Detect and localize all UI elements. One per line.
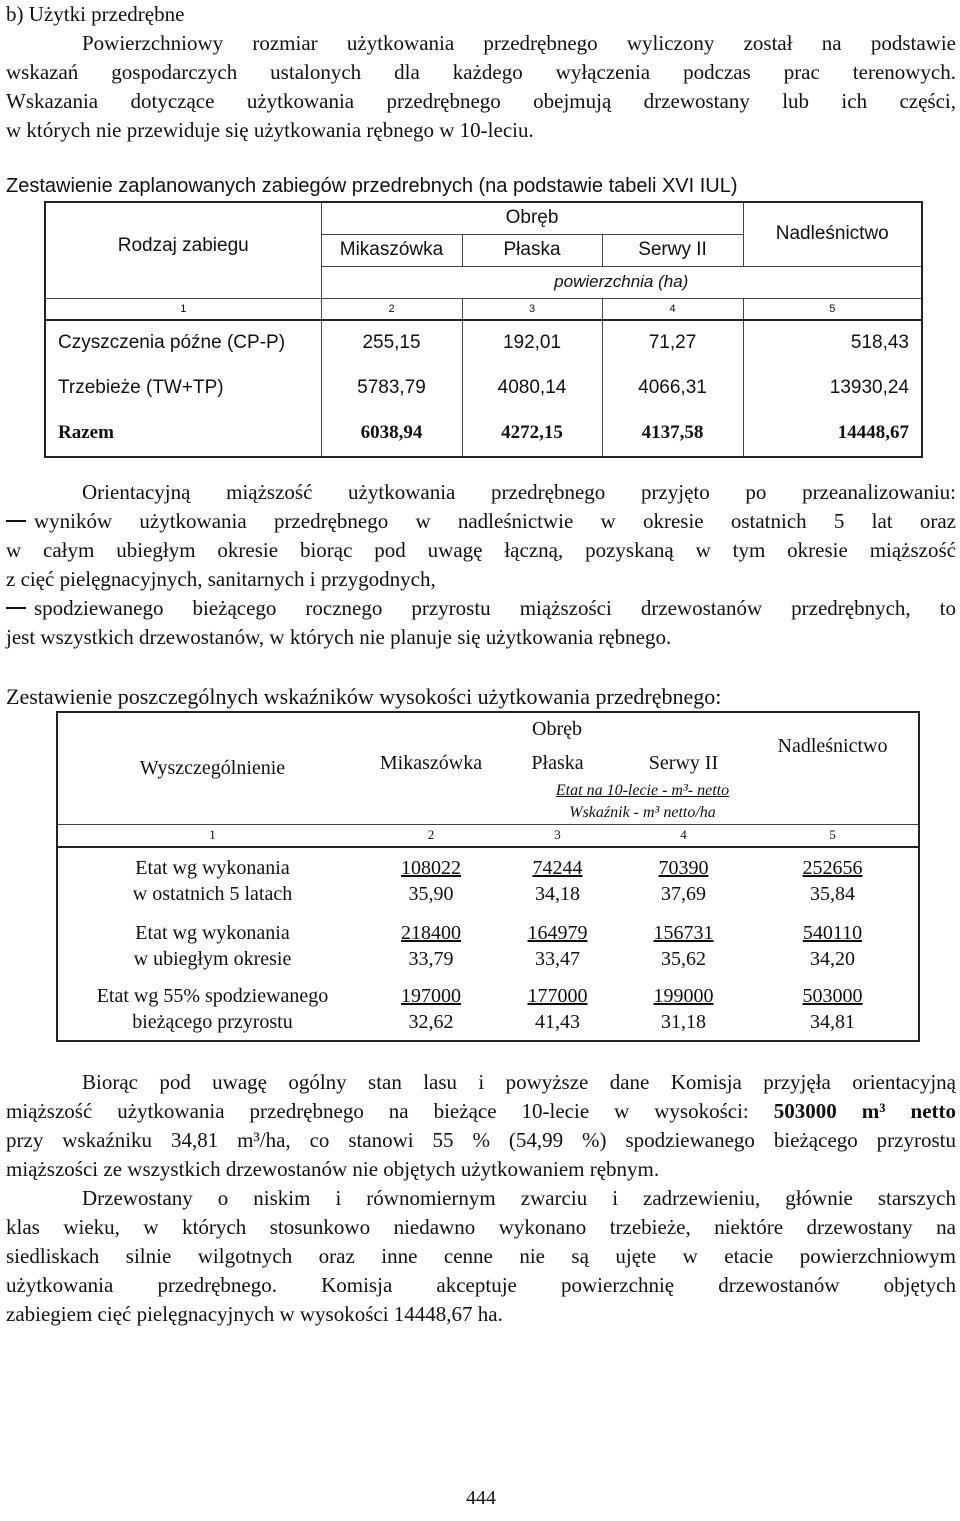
header-obreb: Obręb xyxy=(321,202,743,234)
header-plaska: Płaska xyxy=(531,751,584,774)
cell-value: 71,27 xyxy=(602,320,743,366)
cell-value: 5783,79 xyxy=(321,366,462,411)
cell-wskaznik: 33,47 xyxy=(535,948,580,970)
column-number: 5 xyxy=(747,825,919,847)
column-number: 1 xyxy=(57,825,367,847)
conclusion-block xyxy=(6,1068,956,1329)
header-unit: powierzchnia (ha) xyxy=(321,266,922,298)
cell-etat: 252656 xyxy=(802,857,863,879)
cell-wskaznik: 35,84 xyxy=(810,883,856,905)
cell-etat: 218400 xyxy=(401,922,461,944)
cell-pair xyxy=(495,915,620,978)
cell-value: 4066,31 xyxy=(602,366,743,411)
intro-line: w których nie przewiduje się użytkowania rębnego w 10-leciu. xyxy=(6,118,534,142)
paragraph-line: zabiegiem cięć pielęgnacyjnych w wysokości 14448,67 ha. xyxy=(6,1302,503,1326)
header-serwy: Serwy II xyxy=(602,234,743,266)
section-title: b) Użytki przedrębne xyxy=(6,2,185,26)
intro-line: Wskazania dotyczące użytkowania przedrębnego obejmują drzewostany lub ich części, xyxy=(6,89,956,113)
column-number: 4 xyxy=(620,825,747,847)
table-zabiegi xyxy=(44,201,923,458)
table1-caption: Zestawienie zaplanowanych zabiegów przedrebnych (na podstawie tabeli XVI IUL) xyxy=(6,175,738,197)
row-label xyxy=(57,915,367,978)
middle-block xyxy=(6,478,956,652)
column-number: 3 xyxy=(462,298,602,320)
header-mikaszowka: Mikaszówka xyxy=(321,234,462,266)
cell-value: 4080,14 xyxy=(462,366,602,411)
header-obreb: Obręb xyxy=(367,712,747,746)
paragraph-text: miąższość użytkowania przedrębnego na bieżące 10-lecie w wysokości: xyxy=(6,1099,749,1123)
cell-etat: 197000 xyxy=(401,984,461,1007)
header-units xyxy=(367,780,919,825)
cell-pair xyxy=(747,978,919,1041)
header-serwy: Serwy II xyxy=(648,751,719,774)
page-number: 444 xyxy=(466,1487,496,1509)
column-number: 3 xyxy=(495,825,620,847)
cell-value-total: 6038,94 xyxy=(321,411,462,457)
cell-value: 192,01 xyxy=(462,320,602,366)
cell-wskaznik: 34,20 xyxy=(810,948,856,970)
cell-etat: 199000 xyxy=(653,984,714,1007)
cell-value: 13930,24 xyxy=(743,366,922,411)
paragraph-line: klas wieku, w których stosunkowo niedawno wykonano trzebieże, niektóre drzewostany na xyxy=(6,1215,956,1239)
row-label-line: w ostatnich 5 latach xyxy=(132,883,293,905)
paragraph-line: siedliskach silnie wilgotnych oraz inne cenne nie są ujęte w etacie powierzchniowym xyxy=(6,1244,956,1268)
cell-pair xyxy=(367,978,495,1041)
bullet-line xyxy=(6,507,956,536)
row-label-line: bieżącego przyrostu xyxy=(132,1010,293,1033)
cell-value-total: 14448,67 xyxy=(743,411,922,457)
row-label-total: Razem xyxy=(45,411,321,457)
row-label: Trzebieże (TW+TP) xyxy=(45,366,321,411)
paragraph-line: jest wszystkich drzewostanów, w których nie planuje się użytkowania rębnego. xyxy=(6,625,672,649)
cell-wskaznik: 33,79 xyxy=(408,948,454,970)
cell-wskaznik: 37,69 xyxy=(661,883,706,905)
cell-pair xyxy=(620,847,747,915)
cell-etat: 108022 xyxy=(401,857,461,879)
paragraph-line: z cięć pielęgnacyjnych, sanitarnych i przygodnych, xyxy=(6,567,436,591)
cell-wskaznik: 34,18 xyxy=(535,883,580,905)
header-unit-etat: Etat na 10-lecie - m³- netto xyxy=(555,782,730,799)
cell-etat: 70390 xyxy=(658,857,709,879)
cell-wskaznik: 31,18 xyxy=(661,1010,706,1033)
cell-wskaznik: 34,81 xyxy=(810,1010,856,1033)
cell-value: 518,43 xyxy=(743,320,922,366)
paragraph-line xyxy=(6,1097,956,1126)
column-number: 2 xyxy=(321,298,462,320)
column-number: 1 xyxy=(45,298,321,320)
row-label xyxy=(57,847,367,915)
cell-value-total: 4272,15 xyxy=(462,411,602,457)
bullet-text: wyników użytkowania przedrębnego w nadleśnictwie w okresie ostatnich 5 lat oraz xyxy=(34,509,956,533)
header-wyszczegolnienie: Wyszczególnienie xyxy=(57,712,367,825)
table-wskazniki xyxy=(56,711,920,1042)
column-number: 4 xyxy=(602,298,743,320)
cell-wskaznik: 35,62 xyxy=(661,948,706,970)
dash-bullet xyxy=(6,607,26,609)
paragraph-line: przy wskaźniku 34,81 m³/ha, co stanowi 55 % (54,99 %) spodziewanego bieżącego przyrostu xyxy=(6,1128,956,1152)
bullet-line xyxy=(6,594,956,623)
row-label-line: Etat wg wykonania xyxy=(135,857,290,879)
cell-pair xyxy=(495,847,620,915)
column-number: 2 xyxy=(367,825,495,847)
cell-value-total: 4137,58 xyxy=(602,411,743,457)
intro-block xyxy=(6,0,956,145)
paragraph-line: w całym ubiegłym okresie biorąc pod uwagę łączną, pozyskaną w tym okresie miąższość xyxy=(6,538,956,562)
paragraph-line: Orientacyjną miąższość użytkowania przedrębnego przyjęto po przeanalizowaniu: xyxy=(82,480,956,504)
cell-pair xyxy=(747,847,919,915)
cell-pair xyxy=(620,978,747,1041)
cell-wskaznik: 41,43 xyxy=(535,1010,580,1033)
paragraph-line: miąższości ze wszystkich drzewostanów nie objętych użytkowaniem rębnym. xyxy=(6,1157,660,1181)
etat-value-bold: 503000 m³ netto xyxy=(773,1099,957,1123)
cell-wskaznik: 35,90 xyxy=(408,883,454,905)
cell-value: 255,15 xyxy=(321,320,462,366)
paragraph-line: użytkowania przedrębnego. Komisja akceptuje powierzchnię drzewostanów objętych xyxy=(6,1273,956,1297)
header-rodzaj: Rodzaj zabiegu xyxy=(45,202,321,298)
header-nadlesnictwo: Nadleśnictwo xyxy=(747,712,919,780)
dash-bullet xyxy=(6,520,26,522)
cell-etat: 503000 xyxy=(802,984,863,1007)
row-label-line: Etat wg wykonania xyxy=(135,922,290,944)
header-mikaszowka: Mikaszówka xyxy=(379,751,483,774)
cell-etat: 540110 xyxy=(802,922,863,944)
cell-pair xyxy=(367,847,495,915)
table2-caption: Zestawienie poszczególnych wskaźników wysokości użytkowania przedrębnego: xyxy=(6,684,722,709)
row-label-line: Etat wg 55% spodziewanego xyxy=(96,984,329,1007)
cell-etat: 164979 xyxy=(527,922,588,944)
header-nadlesnictwo: Nadleśnictwo xyxy=(743,202,922,266)
intro-line: Powierzchniowy rozmiar użytkowania przedrębnego wyliczony został na podstawie xyxy=(82,31,956,55)
cell-wskaznik: 32,62 xyxy=(408,1010,454,1033)
cell-etat: 74244 xyxy=(532,857,583,879)
cell-pair xyxy=(367,915,495,978)
cell-etat: 177000 xyxy=(527,984,588,1007)
header-plaska: Płaska xyxy=(462,234,602,266)
cell-pair xyxy=(620,915,747,978)
column-number: 5 xyxy=(743,298,922,320)
row-label xyxy=(57,978,367,1041)
paragraph-line: Drzewostany o niskim i równomiernym zwarciu i zadrzewieniu, głównie starszych xyxy=(82,1186,956,1210)
cell-pair xyxy=(747,915,919,978)
cell-pair xyxy=(495,978,620,1041)
cell-etat: 156731 xyxy=(653,922,714,944)
paragraph-line: Biorąc pod uwagę ogólny stan lasu i powyższe dane Komisja przyjęła orientacyjną xyxy=(82,1070,956,1094)
row-label: Czyszczenia późne (CP-P) xyxy=(45,320,321,366)
intro-line: wskazań gospodarczych ustalonych dla każdego wyłączenia podczas prac terenowych. xyxy=(6,60,956,84)
bullet-text: spodziewanego bieżącego rocznego przyrostu miąższości drzewostanów przedrębnych, to xyxy=(34,596,956,620)
row-label-line: w ubiegłym okresie xyxy=(133,948,292,970)
header-unit-wskaznik: Wskaźnik - m³ netto/ha xyxy=(569,804,716,821)
